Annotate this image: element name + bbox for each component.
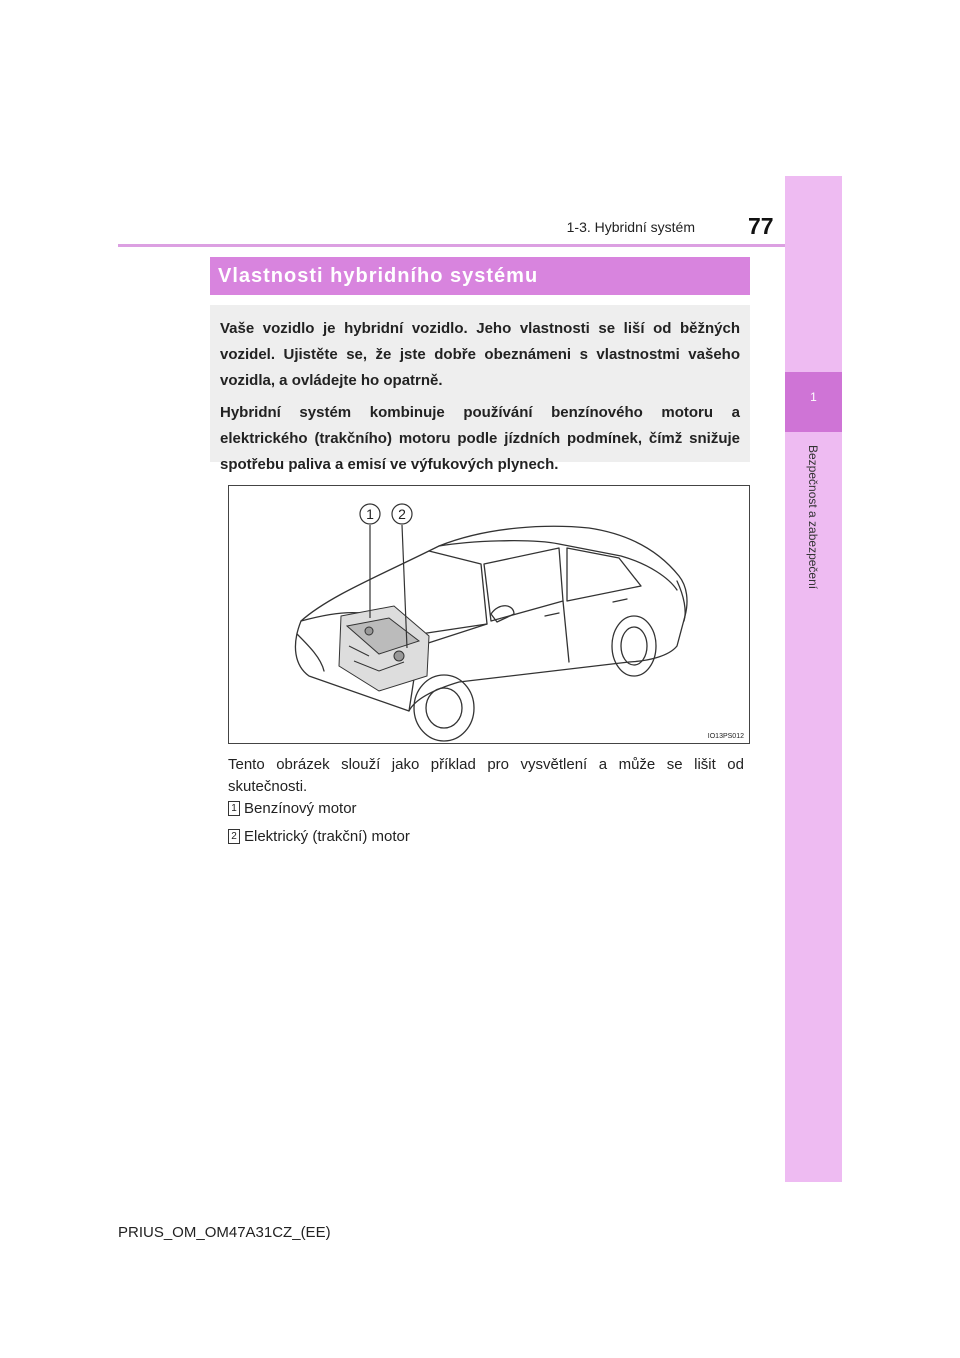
front-door-window — [484, 548, 563, 621]
front-door-handle — [545, 613, 559, 616]
front-wheel — [414, 675, 474, 741]
side-mirror — [491, 606, 514, 622]
rear-wheel-rim — [621, 627, 647, 665]
section-title: Vlastnosti hybridního systému — [218, 264, 539, 287]
callout-2 — [392, 504, 412, 524]
rear-door-window — [567, 548, 641, 601]
legend-number: 1 — [228, 801, 240, 816]
hybrid-car-figure — [228, 485, 750, 744]
legend-item-1 — [228, 800, 357, 817]
legend-number: 2 — [228, 829, 240, 844]
callout-1 — [360, 504, 380, 524]
side-tab-label: Bezpečnost a zabezpečení — [806, 445, 820, 590]
header-rule — [118, 244, 785, 247]
windshield — [407, 551, 487, 636]
document-footer: PRIUS_OM_OM47A31CZ_(EE) — [118, 1224, 331, 1241]
rear-wheel — [612, 616, 656, 676]
headlight — [297, 634, 324, 671]
intro-paragraph-1: Vaše vozidlo je hybridní vozidlo. Jeho vlastnosti se liší od běžných vozidel. Ujistěte se, že jste dobře obeznámeni s vlastnostmi vašeho vozidla, a ovládejte ho opatrně. — [220, 320, 740, 389]
intro-box — [210, 305, 750, 473]
figure-code: IO13PS012 — [707, 733, 744, 740]
front-wheel-rim — [426, 688, 462, 728]
side-tab-number: 1 — [810, 390, 817, 404]
rear-lamp — [677, 581, 685, 621]
legend-text: Benzínový motor — [244, 800, 357, 817]
figure-caption: Tento obrázek slouží jako příklad pro vysvětlení a může se lišit od skutečnosti. — [228, 756, 744, 795]
car-illustration — [229, 486, 749, 743]
legend-text: Elektrický (trakční) motor — [244, 828, 410, 845]
page-number: 77 — [748, 213, 774, 239]
callout-1-label: 1 — [366, 506, 374, 522]
intro-paragraph-2: Hybridní systém kombinuje používání benzínového motoru a elektrického (trakčního) motoru podle jízdních podmínek, čímž snižuje spotřebu paliva a emisí ve výfukových plynech. — [220, 404, 740, 473]
chapter-title: 1-3. Hybridní systém — [566, 219, 695, 235]
callout-2-label: 2 — [398, 506, 406, 522]
section-title-bar — [210, 257, 750, 295]
side-tab — [785, 176, 842, 1182]
door-split — [563, 601, 569, 662]
engine-block — [339, 606, 429, 691]
rear-door-handle — [613, 599, 627, 602]
legend-item-2 — [228, 828, 410, 845]
